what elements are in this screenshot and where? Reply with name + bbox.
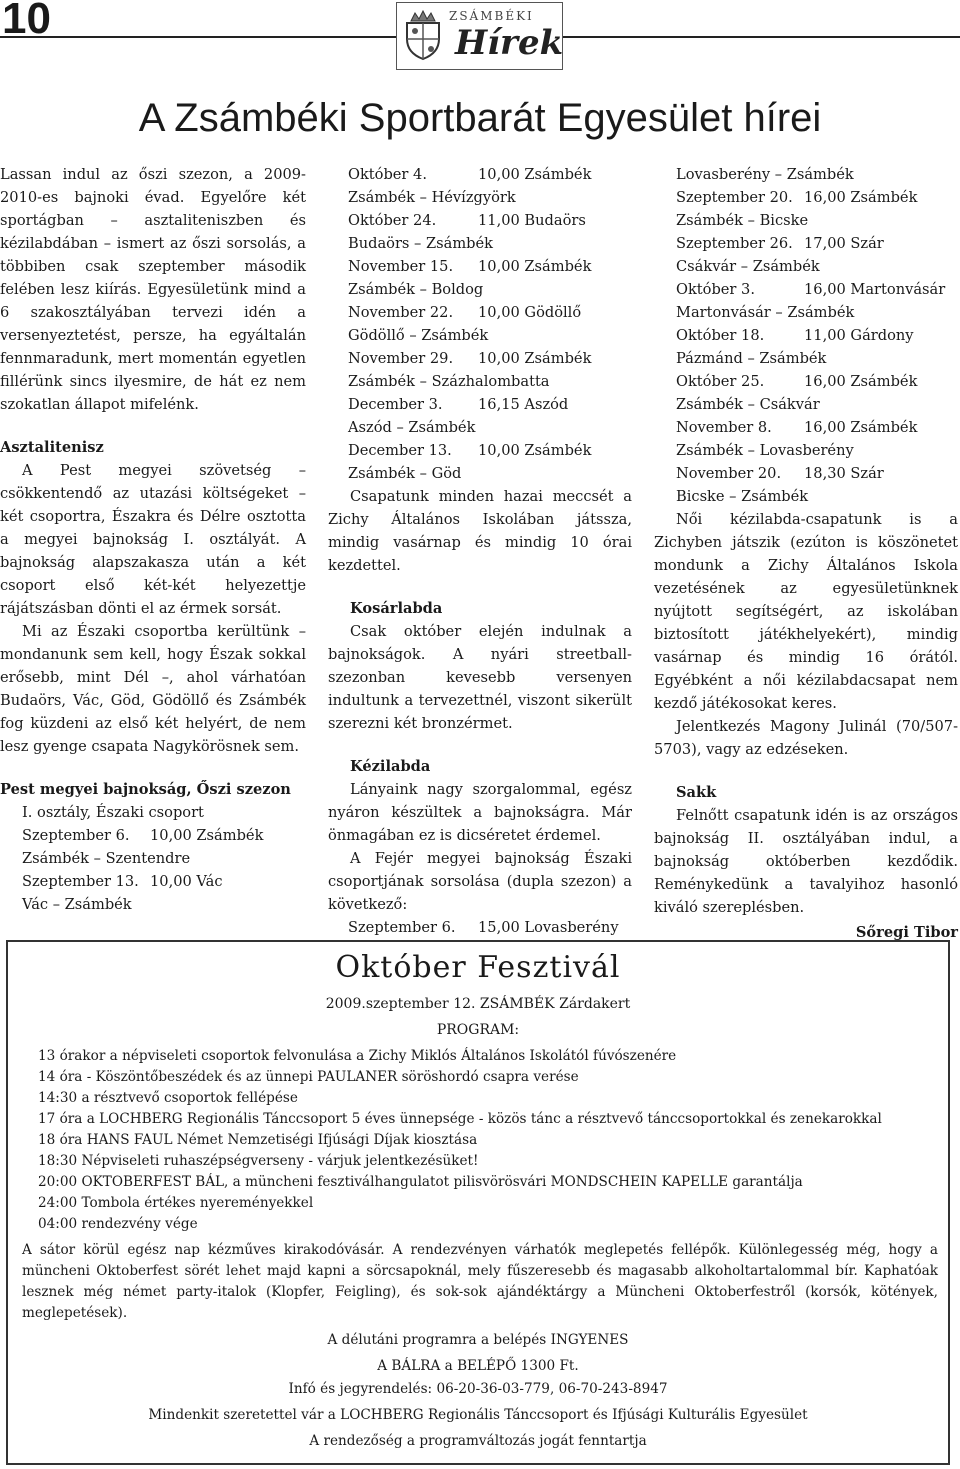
fixture-row <box>676 485 958 508</box>
fixture-date: Szeptember 6. <box>348 919 456 936</box>
fixture-date: November 8. <box>676 419 772 436</box>
section-heading-kezilabda: Kézilabda <box>350 758 431 775</box>
section-heading-sakk: Sakk <box>676 784 717 801</box>
fixture-row <box>676 255 958 278</box>
fixture-row <box>676 462 958 485</box>
fixture-row <box>348 416 632 439</box>
intro-paragraph: Lassan indul az őszi szezon, a 2009-2010-es bajnoki évad. Egyelőre két sportágban – asztaliteniszben és kézilabdában – ismert az őszi sorsolás, a többiben csak szeptember második felében lesz kiírás. Egyesületünk mind a 6 szakosztályában tervezi idén a versenyeztetést, persze, ha egyáltalán fennmaradunk, mert momentán egyetlen fillérünk sincs ilyesmire, de hát ez nem szokatlan állapot mifelénk. <box>0 166 306 413</box>
fixture-row <box>676 324 958 347</box>
schedule-item: 13 órakor a népviseleti csoportok felvonulása a Zichy Miklós Általános Iskolától fúvószenére <box>38 1048 677 1064</box>
contact-info: Infó és jegyrendelés: 06-20-36-03-779, 06-70-243-8947 <box>288 1381 668 1397</box>
fixture-date: Szeptember 6. <box>22 827 130 844</box>
fixture-teams: Aszód – Zsámbék <box>348 419 476 436</box>
coat-of-arms-icon <box>403 9 443 61</box>
section-heading-asztalitenisz: Asztalitenisz <box>0 439 104 456</box>
paragraph: Csak október elején indulnak a bajnokságok. A nyári streetball-szezonban kevesebb versenyen indultunk a tervezettnél, viszont sikerült szerezni két bronzérmet. <box>328 623 632 732</box>
fixture-info: 16,15 Aszód <box>478 396 569 413</box>
fixture-row <box>348 186 632 209</box>
fixture-info: 17,00 Szár <box>804 235 884 252</box>
fixture-info: 11,00 Budaörs <box>478 212 586 229</box>
fixture-row <box>22 870 306 893</box>
fixture-teams: Vác – Zsámbék <box>22 896 132 913</box>
column-3 <box>654 163 958 944</box>
fixture-row <box>676 209 958 232</box>
masthead-title: Hírek <box>455 23 564 63</box>
fixture-date: Október 3. <box>676 281 755 298</box>
fixture-teams: Zsámbék – Bicske <box>676 212 809 229</box>
fixture-row <box>348 916 632 939</box>
fixture-row <box>22 893 306 916</box>
festival-box <box>6 940 950 1465</box>
fixture-date: Szeptember 13. <box>22 873 139 890</box>
fixture-date: December 13. <box>348 442 452 459</box>
fixture-info: 10,00 Zsámbék <box>478 350 592 367</box>
fixture-row <box>348 347 632 370</box>
fixture-date: November 15. <box>348 258 454 275</box>
masthead-logo <box>396 2 563 70</box>
fixture-row <box>676 347 958 370</box>
paragraph: A Fejér megyei bajnokság Északi csoportjának sorsolása (dupla szezon) a következő: <box>328 850 632 913</box>
fixture-date: Szeptember 20. <box>676 189 793 206</box>
paragraph: Csapatunk minden hazai meccsét a Zichy Általános Iskolában játssza, mindig vasárnap és mindig 10 órai kezdettel. <box>328 488 632 574</box>
fixture-date: Szeptember 26. <box>676 235 793 252</box>
fixture-row <box>348 255 632 278</box>
schedule-item: 18:30 Népviseleti ruhaszépségverseny - várjuk jelentkezésüket! <box>38 1153 479 1169</box>
schedule-item: 18 óra HANS FAUL Német Nemzetiségi Ifjúsági Díjak kiosztása <box>38 1132 478 1148</box>
disclaimer: A rendezőség a programváltozás jogát fenntartja <box>309 1433 647 1449</box>
fixture-date: Október 25. <box>676 373 765 390</box>
page-number: 10 <box>2 0 51 43</box>
free-entry-note: A délutáni programra a belépés INGYENES <box>327 1332 629 1348</box>
fixture-teams: Bicske – Zsámbék <box>676 488 809 505</box>
fixture-teams: Zsámbék – Csákvár <box>676 396 820 413</box>
fixture-row <box>348 393 632 416</box>
fixture-row <box>348 209 632 232</box>
fixture-teams: Pázmánd – Zsámbék <box>676 350 827 367</box>
program-schedule <box>38 1046 882 1235</box>
fixture-row <box>348 232 632 255</box>
paragraph: Mi az Északi csoportba kerültünk – mondanunk sem kell, hogy Észak sokkal erősebb, mint Dél –, ahol várhatóan Budaörs, Vác, Göd, Gödöllő és Zsámbék fog küzdeni az első két helyért, de nem lesz gyenge csapata Nagykörösnek sem. <box>0 623 306 755</box>
fixture-teams: Zsámbék – Hévízgyörk <box>348 189 516 206</box>
fixture-date: Október 18. <box>676 327 765 344</box>
fixture-info: 15,00 Lovasberény <box>478 919 619 936</box>
column-1 <box>0 163 306 916</box>
page-headline: A Zsámbéki Sportbarát Egyesület hírei <box>138 96 822 140</box>
schedule-item: 04:00 rendezvény vége <box>38 1216 198 1232</box>
author-signature: Sőregi Tibor <box>855 924 958 941</box>
fixture-row <box>676 393 958 416</box>
fixture-row <box>348 462 632 485</box>
fixture-row <box>348 324 632 347</box>
fixture-info: 16,00 Zsámbék <box>804 419 918 436</box>
festival-description: A sátor körül egész nap kézműves kirakodóvásár. A rendezvényen várhatók meglepetés fellépők. Különlegesség még, hogy a müncheni Oktoberfest sörét lehet majd kapni a sörcsapoknál, mely fűszeresebb és magasabb alkoholtartalommal bír. Kaphatóak lesznek még német party-italok (Klopfer, Feigling), és sok-sok ajándéktárgy a Müncheni Oktoberfestről (korsók, kötények, meglepetések). <box>22 1242 938 1321</box>
fixture-date: Október 24. <box>348 212 437 229</box>
fixture-teams: Zsámbék – Göd <box>348 465 462 482</box>
fixture-date: Október 4. <box>348 166 427 183</box>
fixture-teams: Martonvásár – Zsámbék <box>676 304 855 321</box>
program-label: PROGRAM: <box>436 1022 520 1038</box>
fixture-teams: Csákvár – Zsámbék <box>676 258 820 275</box>
schedule-item: 20:00 OKTOBERFEST BÁL, a müncheni fesztiválhangulatot pilisvörösvári MONDSCHEIN KAPELLE garantálja <box>38 1174 803 1190</box>
fixture-row <box>676 278 958 301</box>
fixture-info: 11,00 Gárdony <box>804 327 914 344</box>
fixture-row <box>348 370 632 393</box>
fixture-row <box>676 232 958 255</box>
schedule-item: 14 óra - Köszöntőbeszédek és az ünnepi PAULANER söröshordó csapra verése <box>38 1069 579 1085</box>
fixture-info: 10,00 Zsámbék <box>478 166 592 183</box>
fixture-date: November 22. <box>348 304 454 321</box>
subheading: I. osztály, Északi csoport <box>22 804 204 821</box>
organizer-welcome: Mindenkit szeretettel vár a LOCHBERG Regionális Tánccsoport és Ifjúsági Kulturális Egyesület <box>148 1407 808 1423</box>
fixture-info: 10,00 Gödöllő <box>478 304 582 321</box>
fixture-teams: Zsámbék – Százhalombatta <box>348 373 550 390</box>
fixture-date: December 3. <box>348 396 443 413</box>
paragraph: Női kézilabda-csapatunk is a Zichyben játszik (ezúton is köszönetet mondunk a Zichy Általános Iskola vezetésének az egyesületünknek nyújtott segítségért, az iskolában biztosított játékhelyekért), mindig vasárnap és mindig 16 órától. Egyébként a női kézilabdacsapat nem kezdő játékosokat keres. <box>654 511 958 712</box>
section-heading-pest-megyei: Pest megyei bajnokság, Őszi szezon <box>0 781 291 798</box>
fixture-row <box>348 163 632 186</box>
fixture-row <box>348 301 632 324</box>
fixture-teams: Gödöllő – Zsámbék <box>348 327 489 344</box>
fixture-teams: Zsámbék – Szentendre <box>22 850 191 867</box>
fixture-date: November 29. <box>348 350 454 367</box>
schedule-item: 17 óra a LOCHBERG Regionális Tánccsoport 5 éves ünnepsége - közös tánc a résztvevő tánccsoportokkal és zenekarokkal <box>38 1111 882 1127</box>
schedule-item: 14:30 a résztvevő csoportok fellépése <box>38 1090 298 1106</box>
paragraph: Jelentkezés Magony Julinál (70/507-5703), vagy az edzéseken. <box>654 718 958 758</box>
fixture-date: November 20. <box>676 465 782 482</box>
fixture-teams: Lovasberény – Zsámbék <box>676 166 854 183</box>
fixture-info: 10,00 Zsámbék <box>478 442 592 459</box>
fixture-info: 16,00 Martonvásár <box>804 281 946 298</box>
fixture-row <box>676 186 958 209</box>
fixture-teams: Budaörs – Zsámbék <box>348 235 493 252</box>
column-2 <box>328 163 632 939</box>
ball-price: A BÁLRA a BELÉPŐ 1300 Ft. <box>377 1358 579 1374</box>
fixture-info: 16,00 Zsámbék <box>804 189 918 206</box>
fixture-row <box>676 416 958 439</box>
festival-title: Október Fesztivál <box>335 950 621 985</box>
fixture-info: 16,00 Zsámbék <box>804 373 918 390</box>
fixture-row <box>676 301 958 324</box>
fixture-info: 10,00 Zsámbék <box>150 827 264 844</box>
paragraph: Lányaink nagy szorgalommal, egész nyáron készültek a bajnokságra. Már önmagában ez is dicséretet érdemel. <box>328 781 632 844</box>
fixture-info: 18,30 Szár <box>804 465 884 482</box>
fixture-info: 10,00 Vác <box>150 873 223 890</box>
fixture-teams: Zsámbék – Lovasberény <box>676 442 854 459</box>
fixture-row <box>676 370 958 393</box>
fixture-row <box>348 278 632 301</box>
fixture-row <box>22 824 306 847</box>
section-heading-kosarlabda: Kosárlabda <box>350 600 443 617</box>
schedule-item: 24:00 Tombola értékes nyereményekkel <box>38 1195 314 1211</box>
fixture-row <box>676 163 958 186</box>
fixture-row <box>676 439 958 462</box>
masthead-top-text: ZSÁMBÉKI <box>449 9 534 23</box>
paragraph: Felnőtt csapatunk idén is az országos bajnokság II. osztályában indul, a bajnokság októberben kezdődik. Reménykedünk a tavalyihoz hasonló kiváló szereplésben. <box>654 807 958 916</box>
festival-date: 2009.szeptember 12. ZSÁMBÉK Zárdakert <box>325 996 631 1012</box>
fixture-row <box>348 439 632 462</box>
fixture-row <box>22 847 306 870</box>
paragraph: A Pest megyei szövetség – csökkentendő az utazási költségeket – két csoportra, Északra és Délre osztotta a megyei bajnokság I. osztályát. A bajnokság alapszakasza után a két csoport első két-két helyezettje rájátszásban dönti el az érmek sorsát. <box>0 462 306 617</box>
fixture-teams: Zsámbék – Boldog <box>348 281 484 298</box>
fixture-info: 10,00 Zsámbék <box>478 258 592 275</box>
